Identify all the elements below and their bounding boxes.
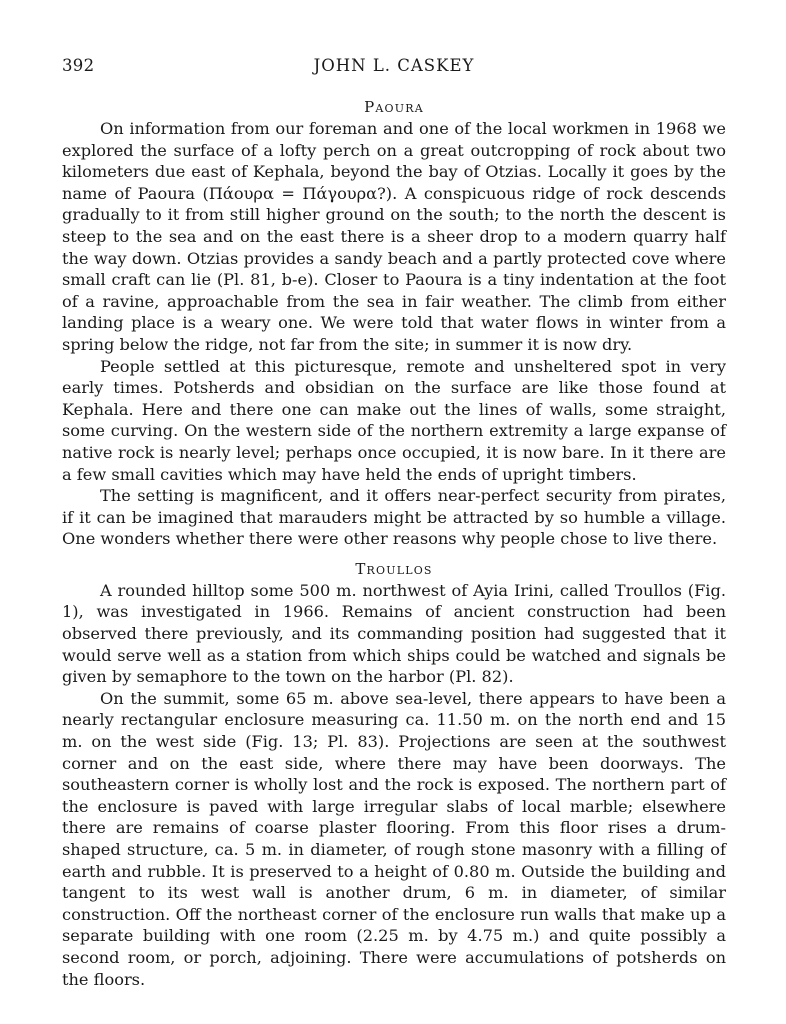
- paragraph: On the summit, some 65 m. above sea-level, there appears to have been a nearly rectangular enclosure measuring ca. 11.50 m. on the north end and 15 m. on the west side (Fig. 13; Pl. 83). Projections are seen at the southwest corner and on the east side, where there may have been doorways. The southeastern corner is wholly lost and the rock is exposed. The northern part of the enclosure is paved with large irregular slabs of local marble; elsewhere there are remains of coarse plaster flooring. From this floor rises a drum-shaped structure, ca. 5 m. in diameter, of rough stone masonry with a filling of earth and rubble. It is preserved to a height of 0.80 m. Outside the building and tangent to its west wall is another drum, 6 m. in diameter, of similar construction. Off the northeast corner of the enclosure run walls that make up a separate building with one room (2.25 m. by 4.75 m.) and quite possibly a second room, or porch, adjoining. There were accumulations of potsherds on the floors.: [62, 688, 726, 989]
- section-title: Paoura: [364, 98, 424, 116]
- section-troullos: [62, 560, 726, 990]
- paragraph: The setting is magnificent, and it offers near-perfect security from pirates, if it can be imagined that marauders might be attracted by so humble a village. One wonders whether there were other reasons why people chose to live there.: [62, 486, 726, 549]
- paragraph: People settled at this picturesque, remote and unsheltered spot in very early times. Potsherds and obsidian on the surface are like those found at Kephala. Here and there one can make out the lines of walls, some straight, some curving. On the western side of the northern extremity a large expanse of native rock is nearly level; perhaps once occupied, it is now bare. In it there are a few small cavities which may have held the ends of upright timbers.: [62, 356, 726, 484]
- page: [62, 56, 726, 990]
- section-title: Troullos: [355, 559, 433, 578]
- running-head: [62, 56, 726, 80]
- section-paoura: [62, 98, 726, 550]
- paragraph: On information from our foreman and one of the local workmen in 1968 we explored the surface of a lofty perch on a great outcropping of rock about two kilometers due east of Kephala, beyond the bay of Otzias. Locally it goes by the name of Paoura (Πάουρα = Πάγουρα?). A conspicuous ridge of rock descends gradually to it from still higher ground on the south; to the north the descent is steep to the sea and on the east there is a sheer drop to a modern quarry half the way down. Otzias provides a sandy beach and a partly protected cove where small craft can lie (Pl. 81, b-e). Closer to Paoura is a tiny indentation at the foot of a ravine, approachable from the sea in fair weather. The climb from either landing place is a weary one. We were told that water flows in winter from a spring below the ridge, not far from the site; in summer it is now dry.: [62, 119, 726, 354]
- page-number: 392: [62, 56, 95, 75]
- paragraph: A rounded hilltop some 500 m. northwest of Ayia Irini, called Troullos (Fig. 1), was investigated in 1966. Remains of ancient construction had been observed there previously, and its commanding position had suggested that it would serve well as a station from which ships could be watched and signals be given by semaphore to the town on the harbor (Pl. 82).: [62, 580, 726, 687]
- running-head-author: JOHN L. CASKEY: [313, 56, 475, 75]
